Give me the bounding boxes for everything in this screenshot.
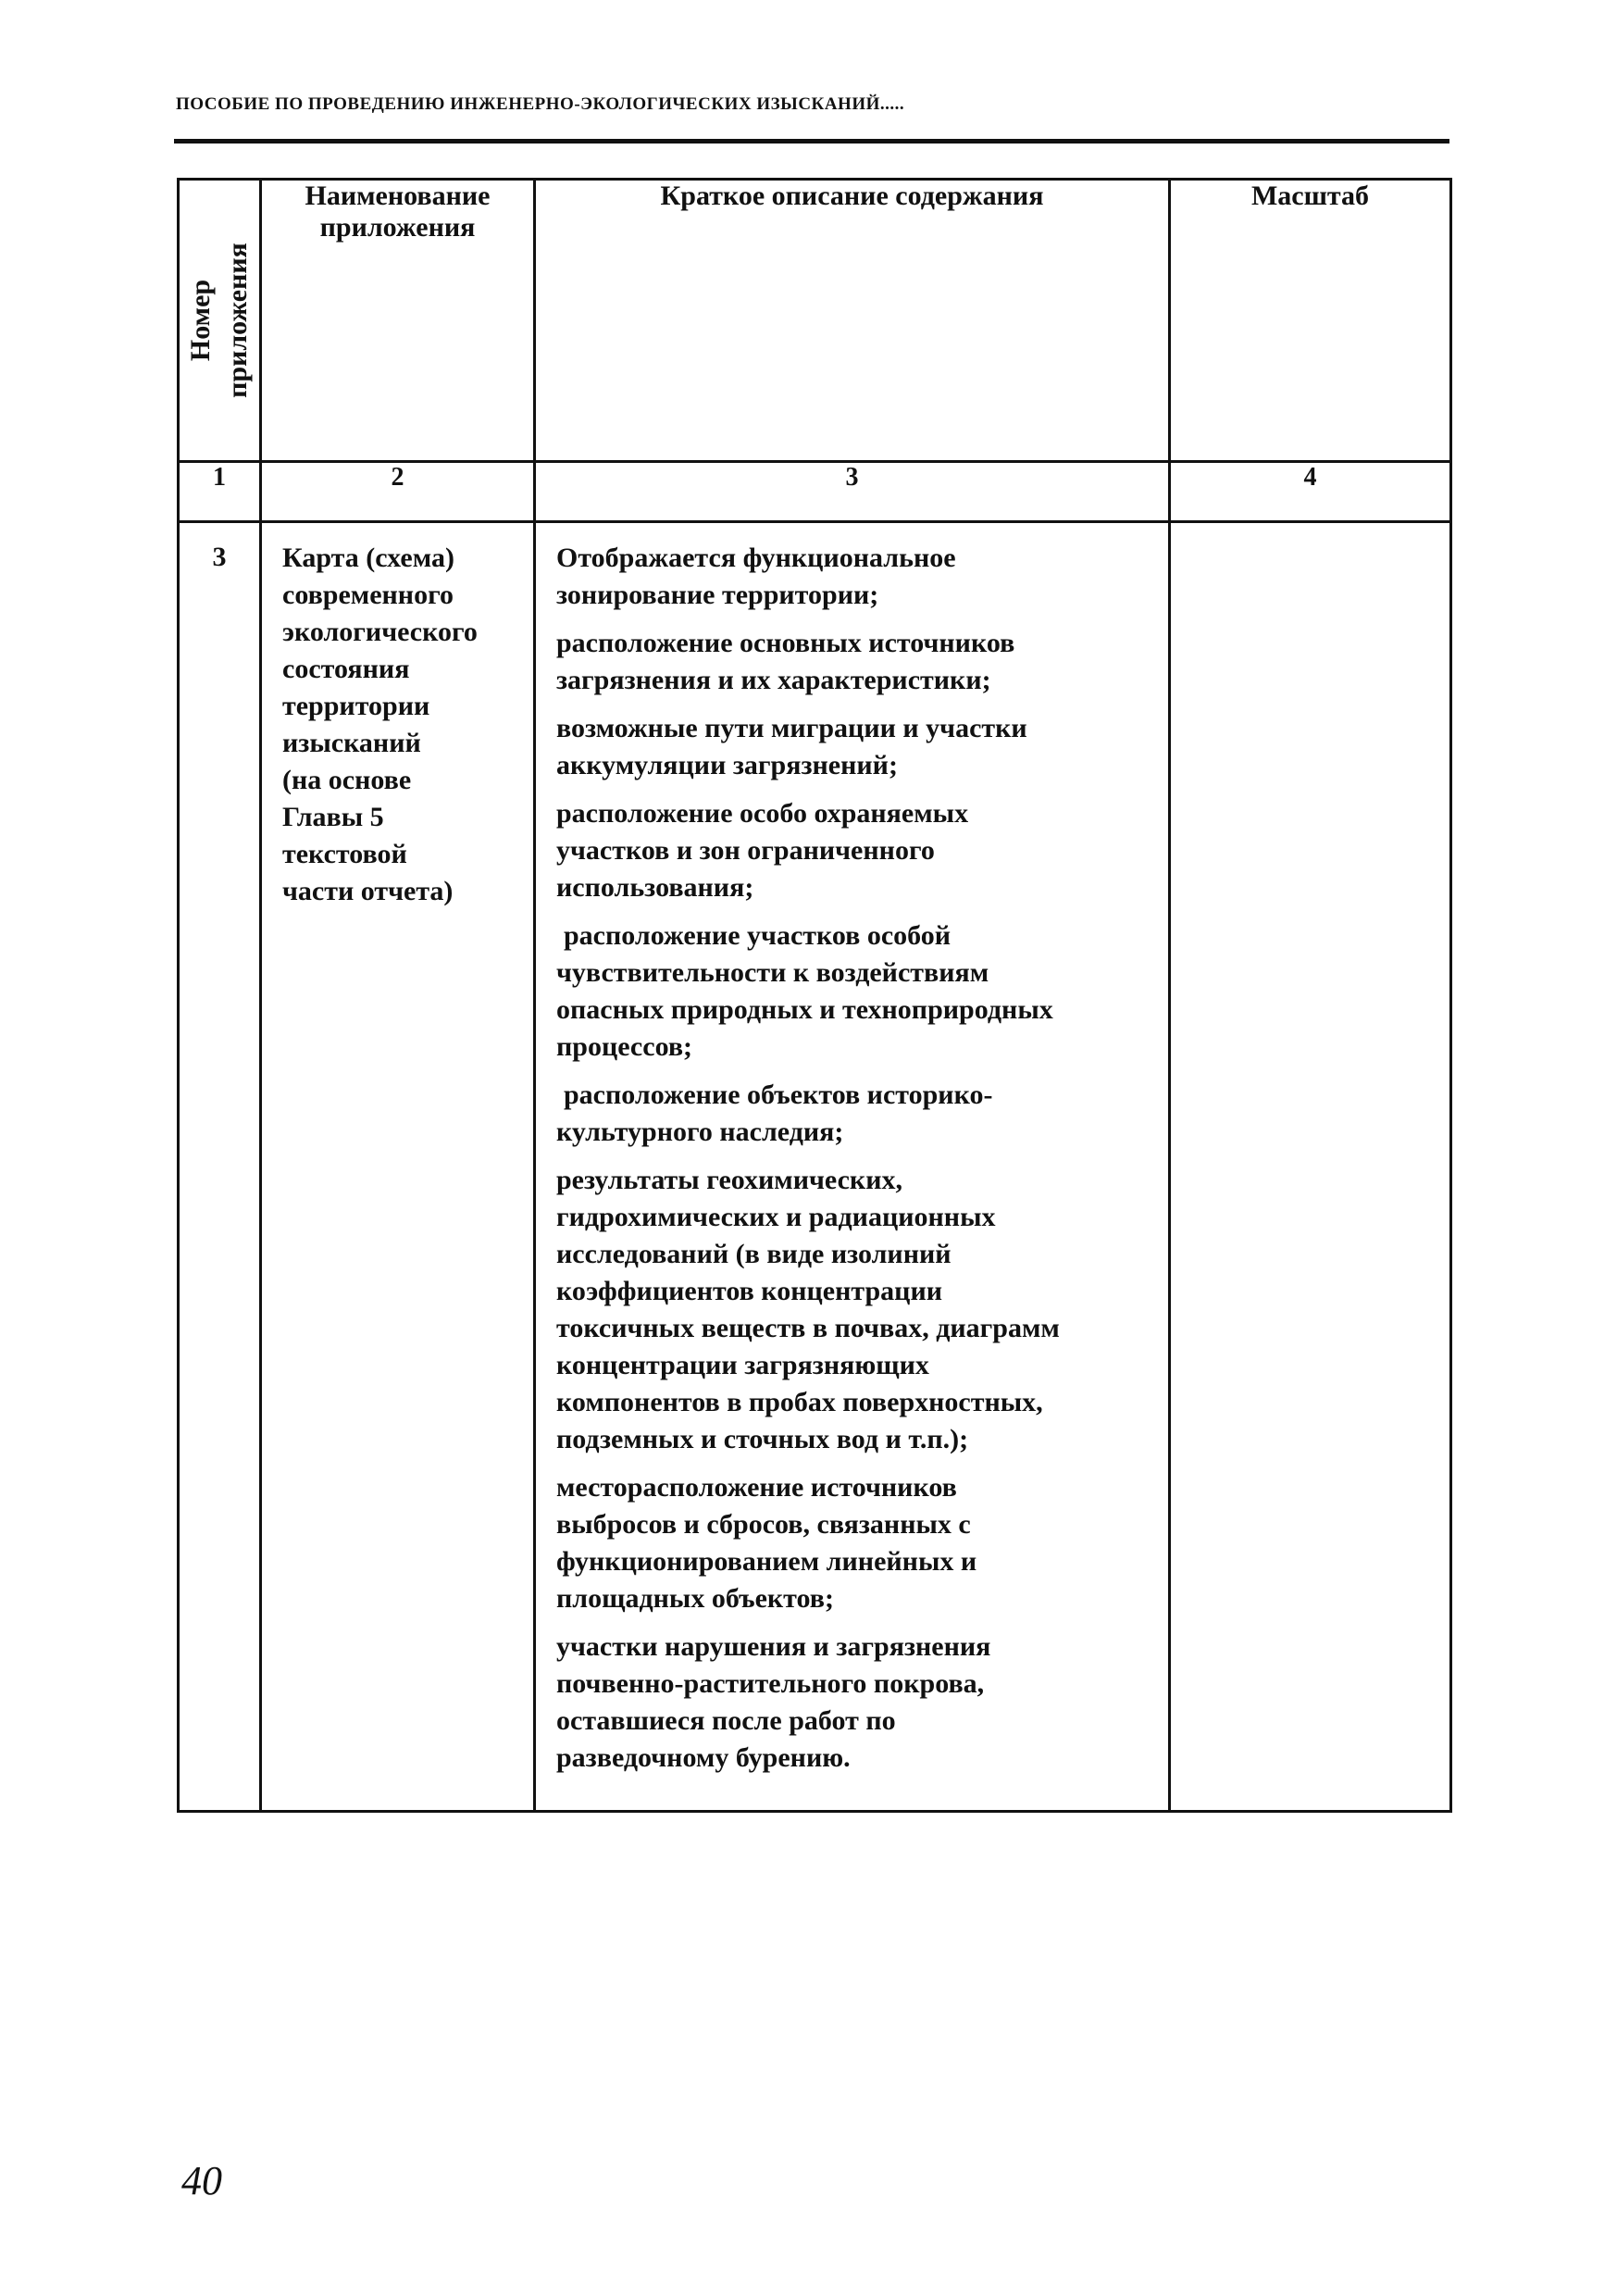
column-number-3: 3: [535, 462, 1170, 522]
column-number-4: 4: [1170, 462, 1451, 522]
row-name-lines: [282, 577, 518, 910]
row-number: 3: [179, 522, 261, 1812]
description-line: результаты геохимических,: [556, 1165, 903, 1195]
description-item: [556, 710, 1155, 784]
row-name-line: Главы 5: [282, 802, 384, 832]
column-number-row: [179, 462, 1451, 522]
description-line: расположение основных источников: [556, 628, 1015, 658]
description-list: [556, 540, 1155, 1777]
table-header-row: [179, 180, 1451, 462]
description-line: функционированием линейных и: [556, 1546, 977, 1577]
description-line: площадных объектов;: [556, 1583, 834, 1614]
description-line: выбросов и сбросов, связанных с: [556, 1509, 971, 1540]
row-name-word: Карта: [282, 543, 359, 573]
description-line: возможные пути миграции и участки: [556, 713, 1027, 743]
description-line: гидрохимических и радиационных: [556, 1202, 996, 1232]
row-name-line: территории: [282, 691, 430, 721]
header-cell-number: [179, 180, 261, 462]
column-number-2: 2: [261, 462, 535, 522]
description-line: Отображается функциональное: [556, 543, 956, 573]
row-name-line: части отчета): [282, 876, 454, 906]
running-header: ПОСОБИЕ ПО ПРОВЕДЕНИЮ ИНЖЕНЕРНО-ЭКОЛОГИЧЕСКИХ ИЗЫСКАНИЙ.....: [176, 94, 905, 114]
header-name-line2: приложения: [319, 212, 476, 243]
description-line: использования;: [556, 872, 754, 903]
description-item: [556, 1469, 1155, 1617]
description-item: [556, 1077, 1155, 1151]
header-number-vertical: [182, 243, 256, 398]
description-line: зонирование территории;: [556, 580, 879, 610]
description-line: чувствительности к воздействиям: [556, 957, 989, 988]
description-line: расположение объектов историко-: [564, 1079, 993, 1110]
description-item: [556, 917, 1155, 1066]
row-name-first-line: [282, 540, 518, 577]
header-cell-name: [261, 180, 535, 462]
description-line: почвенно-растительного покрова,: [556, 1668, 985, 1699]
header-cell-description: Краткое описание содержания: [535, 180, 1170, 462]
row-name-line: (на основе: [282, 765, 412, 795]
header-name-line1: Наименование: [305, 181, 491, 211]
description-line: расположение участков особой: [564, 920, 952, 951]
description-line: аккумуляции загрязнений;: [556, 750, 898, 780]
description-item: [556, 795, 1155, 906]
row-description: [535, 522, 1170, 1812]
description-line: процессов;: [556, 1031, 693, 1062]
header-rule: [174, 139, 1449, 144]
row-name-paren: (схема): [366, 543, 454, 573]
description-line: компонентов в пробах поверхностных,: [556, 1387, 1043, 1417]
row-scale: [1170, 522, 1451, 1812]
description-line: загрязнения и их характеристики;: [556, 665, 991, 695]
row-name-line: экологического: [282, 617, 478, 647]
description-line: оставшиеся после работ по: [556, 1705, 896, 1736]
row-name-line: текстовой: [282, 839, 407, 869]
description-line: культурного наследия;: [556, 1117, 844, 1147]
description-line: месторасположение источников: [556, 1472, 957, 1503]
row-name-line: изысканий: [282, 728, 421, 758]
description-line: участки нарушения и загрязнения: [556, 1631, 991, 1662]
description-item: [556, 540, 1155, 614]
row-name-line: состояния: [282, 654, 410, 684]
description-line: расположение особо охраняемых: [556, 798, 969, 829]
description-line: концентрации загрязняющих: [556, 1350, 929, 1380]
description-item: [556, 1162, 1155, 1458]
page-number: 40: [181, 2158, 222, 2203]
column-number-1: 1: [179, 462, 261, 522]
description-line: исследований (в виде изолиний: [556, 1239, 952, 1269]
description-line: участков и зон ограниченного: [556, 835, 935, 866]
table-row: [179, 522, 1451, 1812]
row-name: [261, 522, 535, 1812]
header-cell-scale: Масштаб: [1170, 180, 1451, 462]
description-line: опасных природных и техноприродных: [556, 994, 1053, 1025]
description-line: подземных и сточных вод и т.п.);: [556, 1424, 969, 1454]
header-number-line1: Номер: [185, 279, 216, 362]
header-number-line2: приложения: [222, 243, 253, 398]
appendix-table: [177, 178, 1452, 1813]
row-name-line: современного: [282, 580, 454, 610]
description-line: коэффициентов концентрации: [556, 1276, 943, 1306]
description-line: разведочному бурению.: [556, 1742, 851, 1773]
description-item: [556, 1628, 1155, 1777]
description-item: [556, 625, 1155, 699]
description-line: токсичных веществ в почвах, диаграмм: [556, 1313, 1060, 1343]
